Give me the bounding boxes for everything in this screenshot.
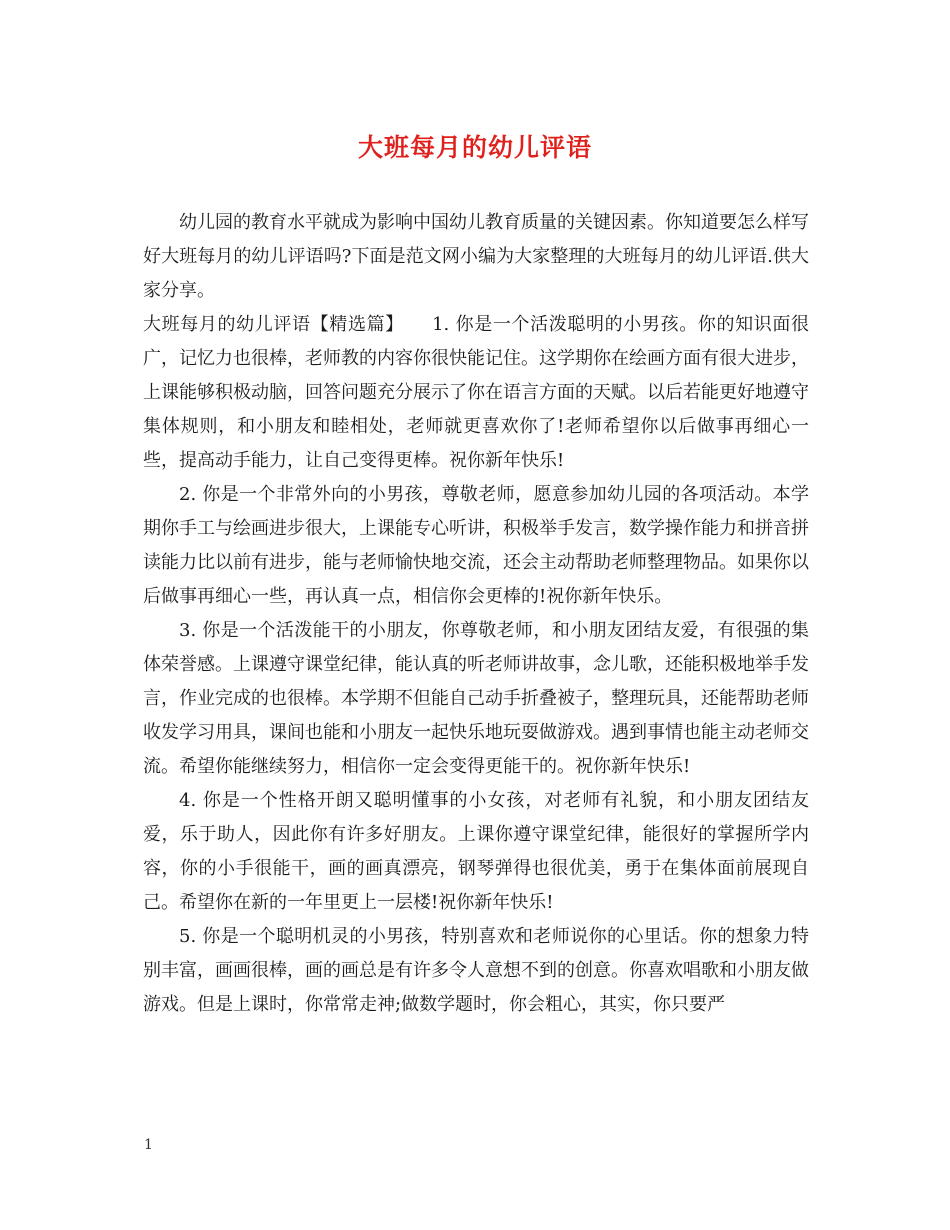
comment-paragraph-4: 4. 你是一个性格开朗又聪明懂事的小女孩，对老师有礼貌，和小朋友团结友爱，乐于助人，因此你有许多好朋友。上课你遵守课堂纪律，能很好的掌握所学内容，你的小手很能干，画的画真漂亮，钢琴弹得也很优美，勇于在集体面前展现自己。希望你在新的一年里更上一层楼!祝你新年快乐! — [143, 790, 809, 913]
page-number: 1 — [144, 1137, 153, 1153]
comment-paragraph-3: 3. 你是一个活泼能干的小朋友，你尊敬老师，和小朋友团结友爱，有很强的集体荣誉感。上课遵守课堂纪律，能认真的听老师讲故事，念儿歌，还能积极地举手发言，作业完成的也很棒。本学期不但能自己动手折叠被子，整理玩具，还能帮助老师收发学习用具，课间也能和小朋友一起快乐地玩耍做游戏。遇到事情也能主动老师交流。希望你能继续努力，相信你一定会变得更能干的。祝你新年快乐! — [143, 620, 809, 777]
intro-block — [143, 206, 809, 308]
section-heading-paragraph: 大班每月的幼儿评语【精选篇】 1. 你是一个活泼聪明的小男孩。你的知识面很广，记忆力也很棒，老师教的内容你很快能记住。这学期你在绘画方面有很大进步，上课能够积极动脑，回答问题充分展示了你在语言方面的天赋。以后若能更好地遵守集体规则，和小朋友和睦相处，老师就更喜欢你了!老师希望你以后做事再细心一些，提高动手能力，让自己变得更棒。祝你新年快乐! — [143, 314, 809, 471]
comment-paragraph-5: 5. 你是一个聪明机灵的小男孩，特别喜欢和老师说你的心里话。你的想象力特别丰富，画画很棒，画的画总是有许多令人意想不到的创意。你喜欢唱歌和小朋友做游戏。但是上课时，你常常走神;做数学题时，你会粗心，其实，你只要严 — [143, 926, 809, 1015]
intro-paragraph: 幼儿园的教育水平就成为影响中国幼儿教育质量的关键因素。你知道要怎么样写好大班每月的幼儿评语吗?下面是范文网小编为大家整理的大班每月的幼儿评语.供大家分享。 — [143, 212, 809, 301]
document-title: 大班每月的幼儿评语 — [357, 133, 592, 162]
comment-paragraph-2: 2. 你是一个非常外向的小男孩，尊敬老师，愿意参加幼儿园的各项活动。本学期你手工与绘画进步很大，上课能专心听讲，积极举手发言，数学操作能力和拼音拼读能力比以前有进步，能与老师愉快地交流，还会主动帮助老师整理物品。如果你以后做事再细心一些，再认真一点，相信你会更棒的!祝你新年快乐。 — [143, 484, 809, 607]
body-block — [143, 308, 809, 1022]
